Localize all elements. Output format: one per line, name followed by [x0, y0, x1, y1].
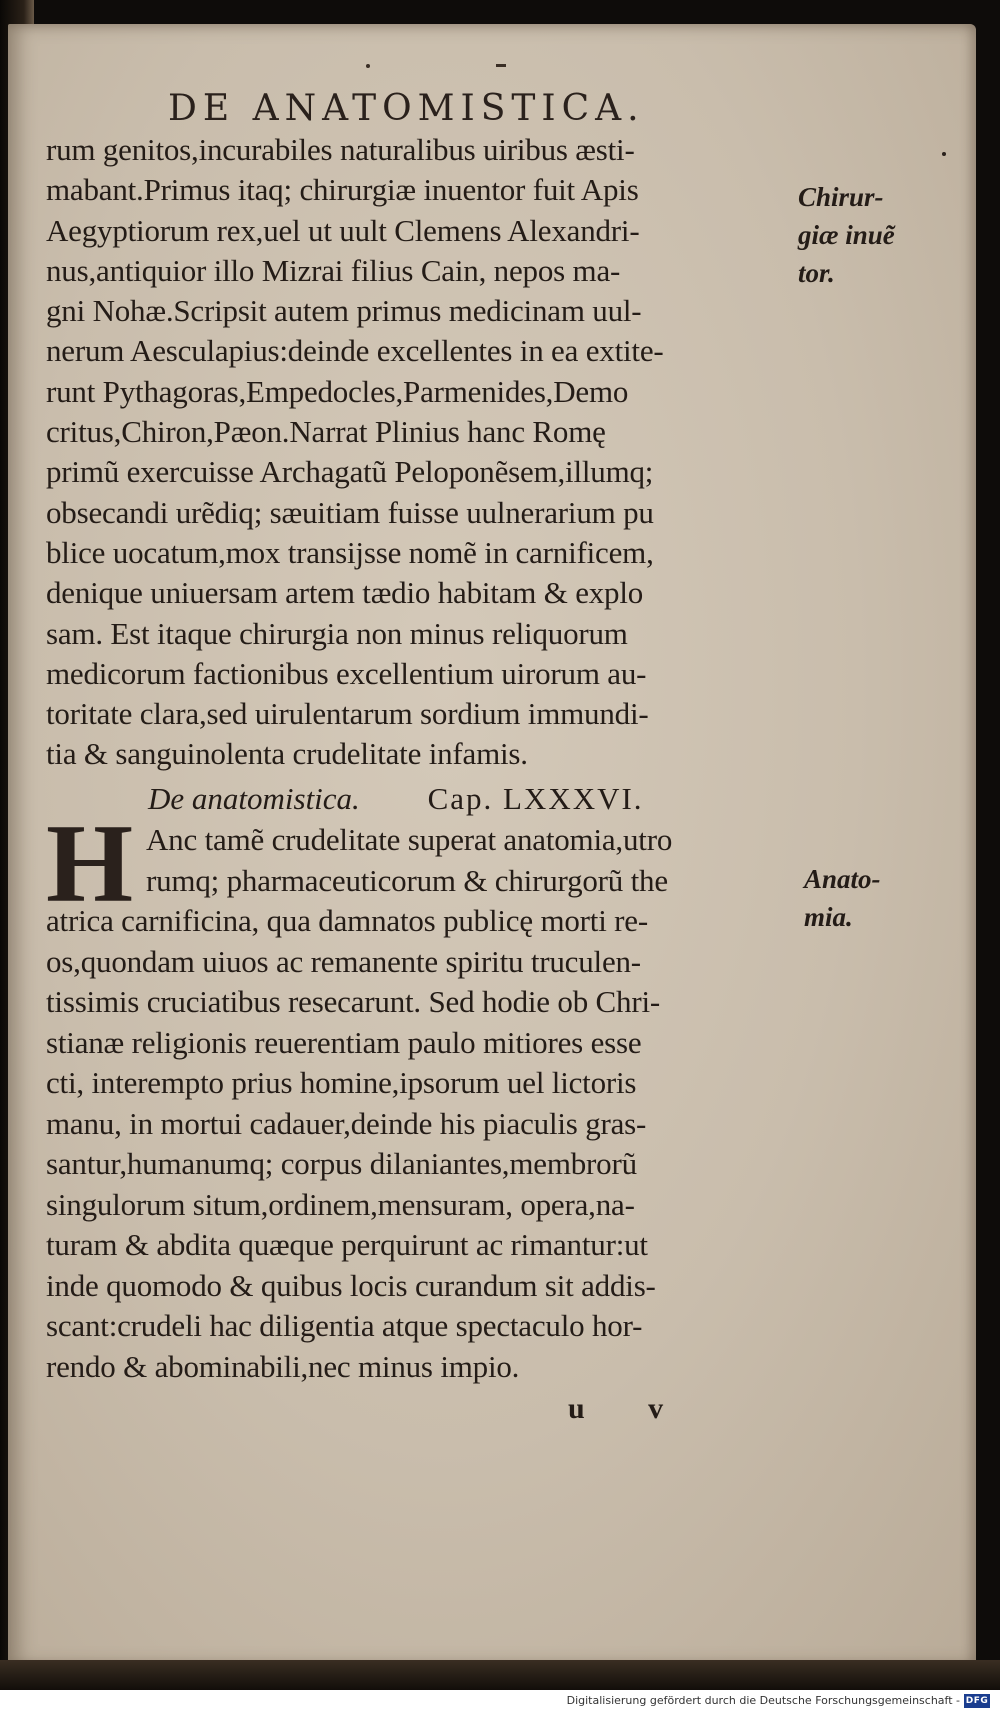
chapter-line: turam & abdita quæque perquirunt ac rimantur:ut [46, 1227, 648, 1262]
chapter-title: De anatomistica. [148, 781, 360, 816]
chapter-number: Cap. LXXXVI. [427, 781, 644, 816]
body-line: gni Nohæ.Scripsit autem primus medicinam uul- [46, 293, 642, 329]
body-line: toritate clara,sed uirulentarum sordium immundi- [46, 696, 649, 732]
ink-dot [942, 152, 946, 156]
margin-note-line: Anato- [804, 864, 881, 894]
body-line: critus,Chiron,Pæon.Narrat Plinius hanc Romę [46, 414, 606, 450]
body-line: tia & sanguinolenta crudelitate infamis. [46, 736, 528, 772]
body-line: obsecandi urẽdiq; sæuitiam fuisse uulnerarium pu [46, 494, 654, 530]
body-line: denique uniuersam artem tædio habitam & explo [46, 575, 644, 611]
footer-credit: Digitalisierung gefördert durch die Deutsche Forschungsgemeinschaft - [566, 1694, 960, 1707]
chapter-line: scant:crudeli hac diligentia atque spectaculo hor- [46, 1308, 643, 1343]
chapter-line: rumq; pharmaceuticorum & chirurgorũ the [146, 862, 668, 898]
chapter-line: manu, in mortui cadauer,deinde his piaculis gras- [46, 1105, 647, 1141]
chapter-heading [148, 781, 644, 817]
chapter-line: singulorum situm,ordinem,mensuram, opera,na- [46, 1186, 635, 1222]
dfg-logo-icon: DFG [965, 1696, 989, 1706]
body-line: rum genitos,incurabiles naturalibus uiribus æsti- [46, 132, 635, 167]
chapter-line: Anc tamẽ crudelitate superat anatomia,utro [146, 822, 673, 857]
chapter-line: cti, interempto prius homine,ipsorum uel lictoris [46, 1065, 637, 1100]
body-text [46, 130, 798, 775]
drop-cap: H [46, 802, 134, 926]
book-page [8, 24, 976, 1666]
ink-dot [366, 64, 370, 68]
body-line: runt Pythagoras,Empedocles,Parmenides,Demo [46, 373, 629, 409]
body-line: primũ exercuisse Archagatũ Peloponẽsem,illumq; [46, 454, 654, 490]
chapter-line: tissimis cruciatibus resecarunt. Sed hodie ob Chri- [46, 984, 660, 1019]
margin-note-line: giæ inuẽ [798, 220, 895, 250]
body-line: mabant.Primus itaq; chirurgiæ inuentor fuit Apis [46, 172, 639, 208]
margin-note-chirurgiae-inventor [798, 178, 895, 292]
body-line: blice uocatum,mox transijsse nomẽ in carnificem, [46, 534, 654, 570]
margin-note-anatomia [804, 860, 881, 936]
ink-dash [496, 64, 506, 67]
chapter-text [46, 820, 798, 1387]
running-head: DE ANATOMISTICA. [168, 88, 645, 129]
chapter-line: atrica carnificina, qua damnatos publicę morti re- [46, 903, 648, 938]
chapter-line: stianæ religionis reuerentiam paulo mitiores esse [46, 1024, 642, 1060]
book-edge-bottom [0, 1660, 1000, 1690]
margin-note-line: mia. [804, 902, 853, 932]
body-line: sam. Est itaque chirurgia non minus reliquorum [46, 615, 628, 651]
body-line: medicorum factionibus excellentium uirorum au- [46, 655, 647, 691]
body-line: nerum Aesculapius:deinde excellentes in ea extite- [46, 333, 664, 369]
margin-note-line: tor. [798, 258, 835, 288]
chapter-line: inde quomodo & quibus locis curandum sit addis- [46, 1267, 656, 1303]
chapter-line: os,quondam uiuos ac remanente spiritu truculen- [46, 943, 641, 979]
catchword-signature: u v [568, 1392, 692, 1425]
body-line: Aegyptiorum rex,uel ut uult Clemens Alexandri- [46, 212, 640, 248]
margin-note-line: Chirur- [798, 182, 884, 212]
chapter-line: santur,humanumq; corpus dilaniantes,membrorũ [46, 1146, 637, 1181]
body-line: nus,antiquior illo Mizrai filius Cain, nepos ma- [46, 252, 621, 288]
chapter-line: rendo & abominabili,nec minus impio. [46, 1348, 520, 1384]
